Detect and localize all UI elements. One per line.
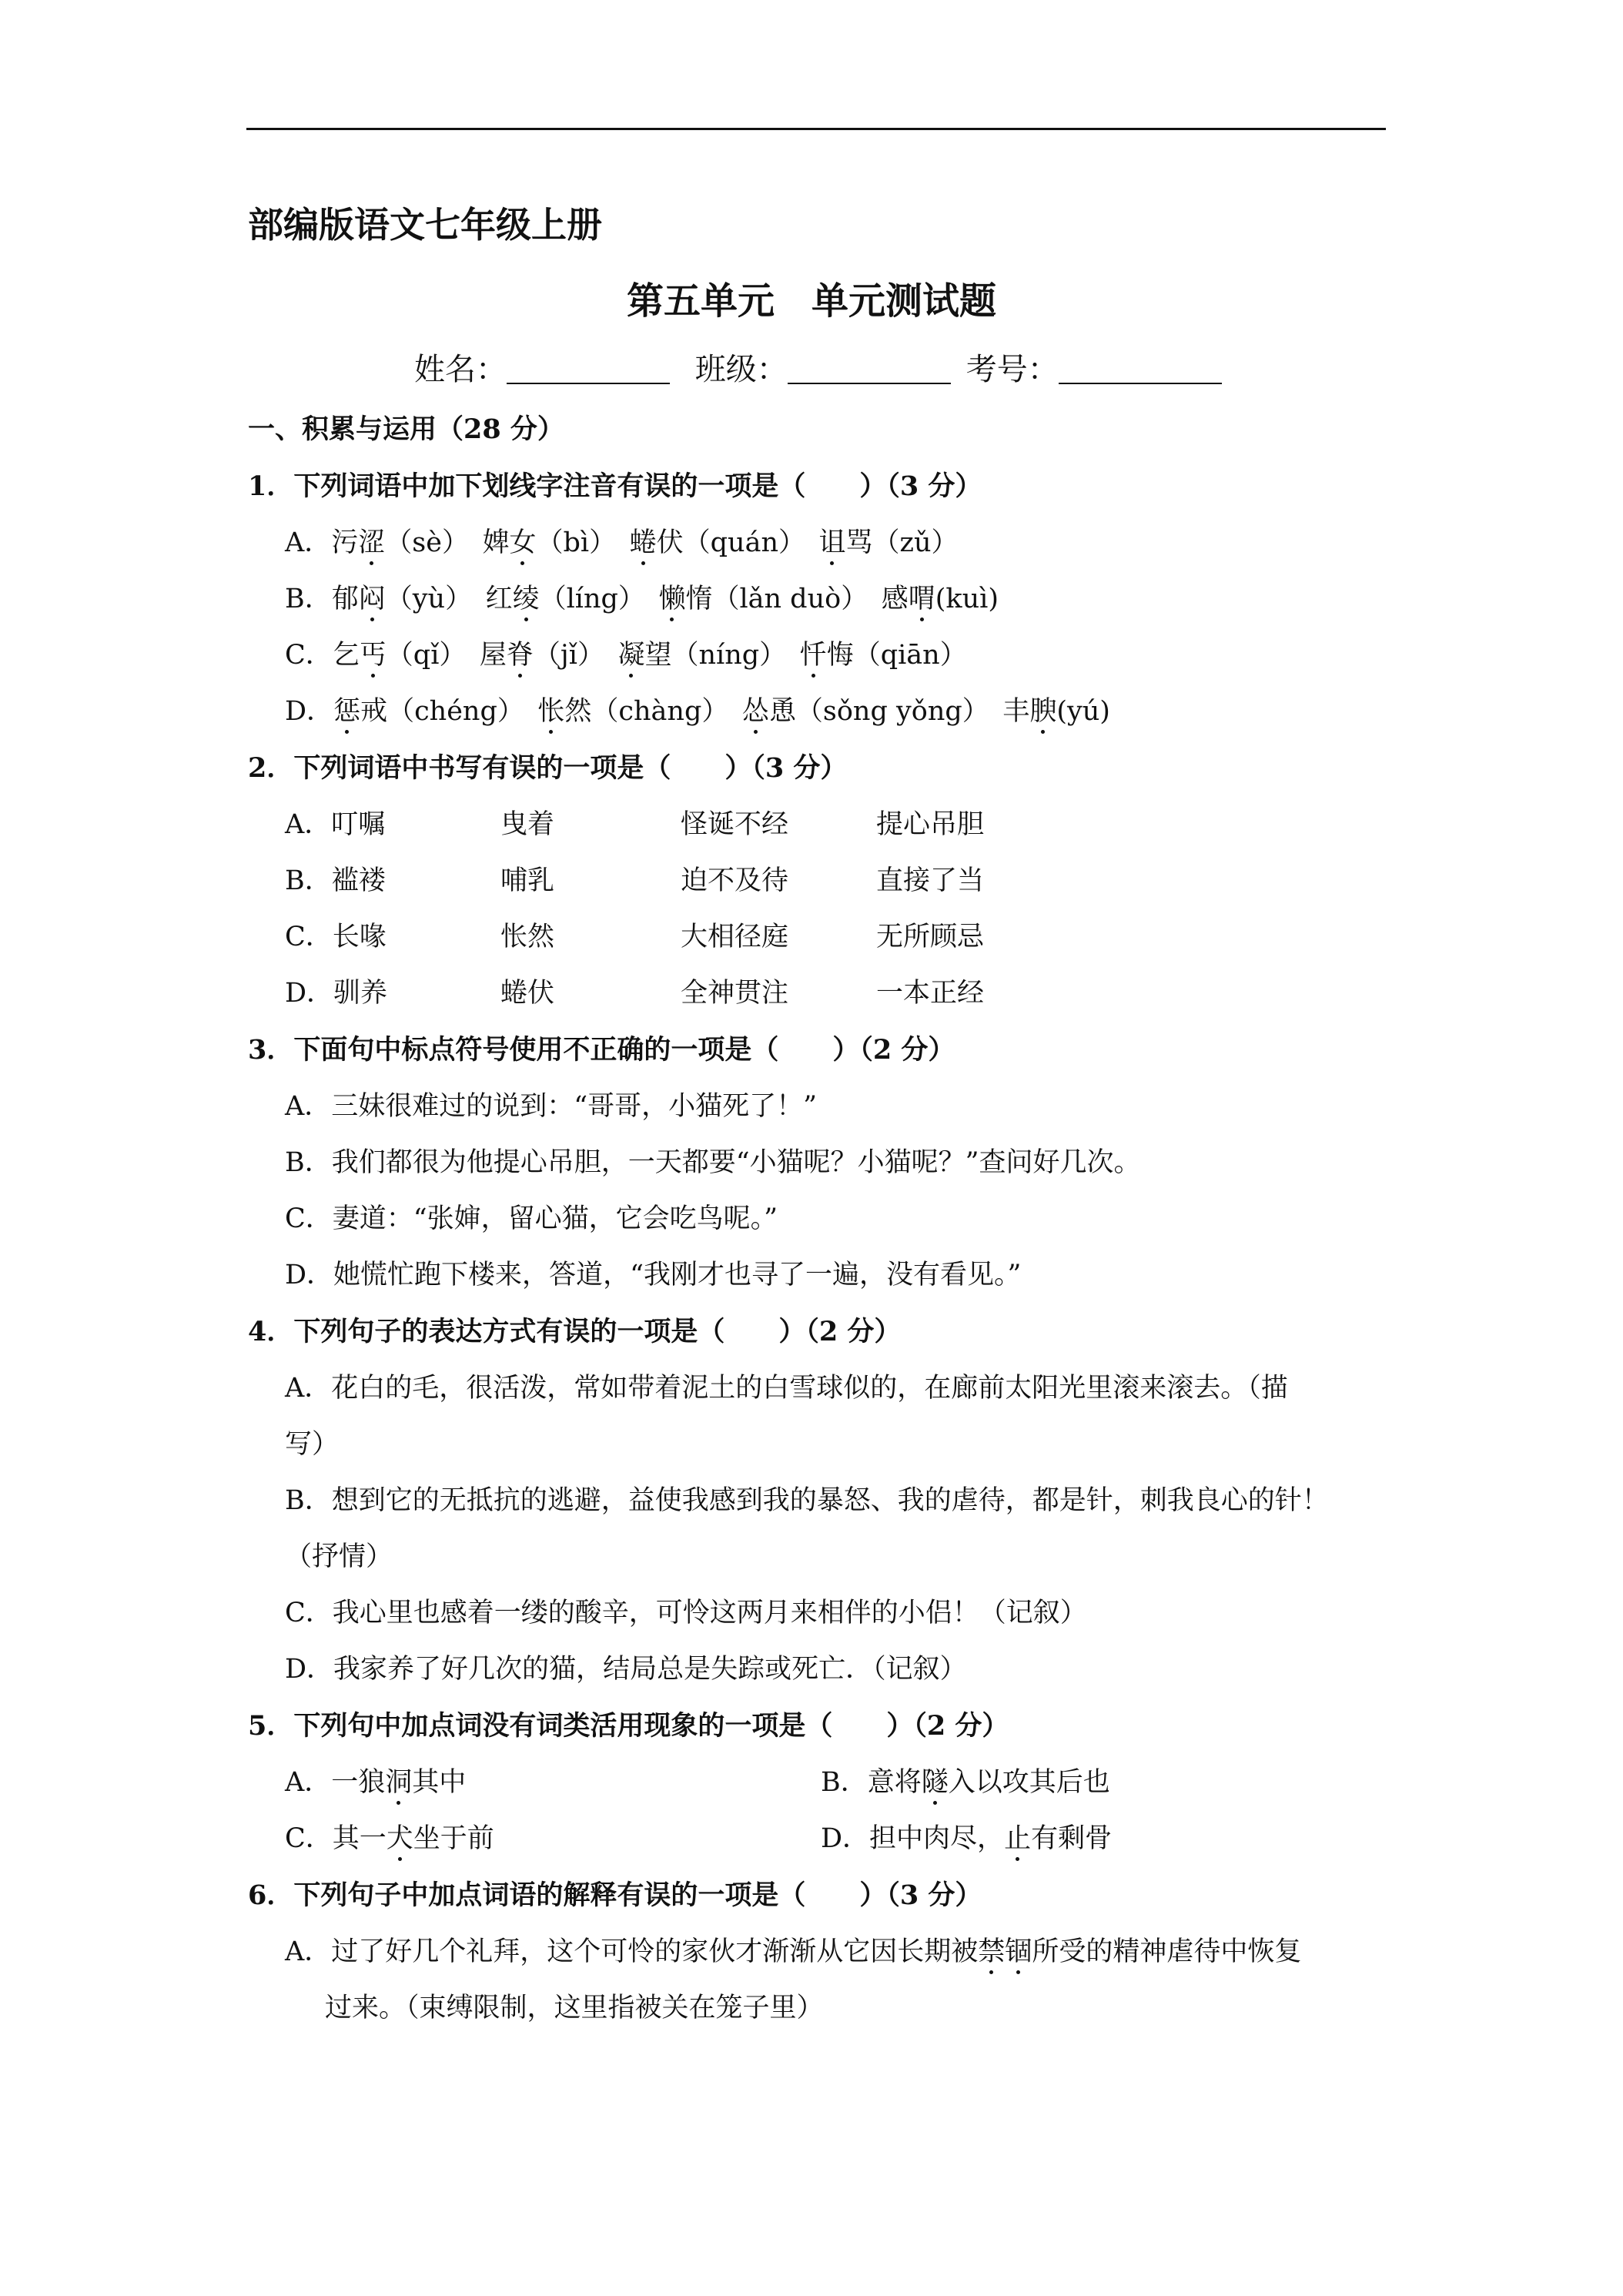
q6-option-a-cont: 过来。（束缚限制，这里指被关在笼子里）: [325, 1993, 824, 2023]
q1-option-a[interactable]: A．污涩（sè） 婢女（bì） 蜷伏（quán） 诅骂（zǔ）: [285, 527, 959, 558]
q4-option-a-cont: 写）: [285, 1429, 340, 1460]
unit-title: 第五单元 单元测试题: [626, 279, 996, 323]
q5-option-d[interactable]: D．担中肉尽，止有剩骨: [821, 1823, 1113, 1854]
q4-option-a[interactable]: A．花白的毛，很活泼，常如带着泥土的白雪球似的，在廊前太阳光里滚来滚去。（描: [285, 1373, 1288, 1404]
header-rule: [246, 128, 1386, 130]
name-label: 姓名：: [414, 352, 507, 387]
class-label: 班级：: [694, 352, 788, 387]
q3-option-d[interactable]: D．她慌忙跑下楼来，答道，“我刚才也寻了一遍，没有看见。”: [285, 1260, 1022, 1290]
exam-page: 部编版语文七年级上册 第五单元 单元测试题 姓名： 班级： 考号： 一、积累与运用（28 分） 1．下列词语中加下划线字注音有误的一项是（ ）（3 分） A．污涩（sè） 婢女（bì） 蜷伏（quán） 诅骂（zǔ） B．郁闷（yù） 红绫（líng） 懒惰（lǎn duò） 感喟(kuì) C．乞丐（qǐ） 屋脊（jǐ） 凝望（níng） 忏悔（qiān） D．惩戒（chéng） 怅然（chàng） 怂恿（sǒng yǒng） 丰腴(yú) 2．下列词语中书写有误的一项是（ ）（3 分） A．叮嘱 曳着 怪诞不经 提心吊胆 B．褴褛 哺乳 迫不及待 直接了当 C．长喙 怅然 大相径庭 无所顾忌 D．驯养 蜷伏 全神贯注 一本正经 3．下面句中标点符号使用不正确的一项是（ ）（2 分） A．三妹很难过的说到：“哥哥，小猫死了！” B．我们都很为他提心吊胆，一天都要“小猫呢？小猫呢？”查问好几次。 C．妻道：“张婶，留心猫，它会吃鸟呢。” D．她慌忙跑下楼来，答道，“我刚才也寻了一遍，没有看见。” 4．下列句子的表达方式有误的一项是（ ）（2 分） A．花白的毛，很活泼，常如带着泥土的白雪球似的，在廊前太阳光里滚来滚去。（描 写） B．想到它的无抵抗的逃避，益使我感到我的暴怒、我的虐待，都是针，刺我良心的针！ （抒情） C．我心里也感着一缕的酸辛，可怜这两月来相伴的小侣！（记叙） D．我家养了好几次的猫，结局总是失踪或死亡．（记叙） 5．下列句中加点词没有词类活用现象的一项是（ ）（2 分） A．一狼洞其中 B．意将隧入以攻其后也 C．其一犬坐于前 D．担中肉尽，止有剩骨 6．下列句子中加点词语的解释有误的一项是（ ）（3 分） A．过了好几个礼拜，这个可怜的家伙才渐渐从它因长期被禁锢所受的精神虐待中恢复 过来。（束缚限制，这里指被关在笼子里）: [0, 0, 1623, 2296]
q6-option-a[interactable]: A．过了好几个礼拜，这个可怜的家伙才渐渐从它因长期被禁锢所受的精神虐待中恢复: [285, 1936, 1302, 1967]
q5-option-b[interactable]: B．意将隧入以攻其后也: [821, 1767, 1110, 1798]
class-blank[interactable]: [788, 352, 951, 384]
q4-option-d[interactable]: D．我家养了好几次的猫，结局总是失踪或死亡．（记叙）: [285, 1654, 967, 1685]
q3-option-a[interactable]: A．三妹很难过的说到：“哥哥，小猫死了！”: [285, 1091, 818, 1122]
q3-option-b[interactable]: B．我们都很为他提心吊胆，一天都要“小猫呢？小猫呢？”查问好几次。: [285, 1147, 1141, 1178]
question-6-stem: 6．下列句子中加点词语的解释有误的一项是（ ）（3 分）: [248, 1879, 982, 1911]
section-heading: 一、积累与运用（28 分）: [248, 413, 564, 445]
q5-option-c[interactable]: C．其一犬坐于前: [285, 1823, 494, 1854]
q4-option-c[interactable]: C．我心里也感着一缕的酸辛，可怜这两月来相伴的小侣！（记叙）: [285, 1598, 1087, 1628]
q1-option-c[interactable]: C．乞丐（qǐ） 屋脊（jǐ） 凝望（níng） 忏悔（qiān）: [285, 640, 967, 671]
q4-option-b-cont: （抒情）: [285, 1541, 393, 1572]
student-info-line: [414, 345, 1237, 389]
q4-option-b[interactable]: B．想到它的无抵抗的逃避，益使我感到我的暴怒、我的虐待，都是针，刺我良心的针！: [285, 1485, 1329, 1516]
name-blank[interactable]: [507, 352, 670, 384]
question-3-stem: 3．下面句中标点符号使用不正确的一项是（ ）（2 分）: [248, 1034, 955, 1066]
q1-option-d[interactable]: D．惩戒（chéng） 怅然（chàng） 怂恿（sǒng yǒng） 丰腴(yú): [285, 696, 1110, 727]
q3-option-c[interactable]: C．妻道：“张婶，留心猫，它会吃鸟呢。”: [285, 1203, 778, 1234]
question-5-stem: 5．下列句中加点词没有词类活用现象的一项是（ ）（2 分）: [248, 1710, 1009, 1742]
question-2-stem: 2．下列词语中书写有误的一项是（ ）（3 分）: [248, 752, 848, 784]
question-4-stem: 4．下列句子的表达方式有误的一项是（ ）（2 分）: [248, 1316, 902, 1347]
question-1-stem: 1．下列词语中加下划线字注音有误的一项是（ ）（3 分）: [248, 470, 982, 502]
id-label: 考号：: [965, 352, 1059, 387]
q1-option-b[interactable]: B．郁闷（yù） 红绫（líng） 懒惰（lǎn duò） 感喟(kuì): [285, 584, 999, 614]
id-blank[interactable]: [1059, 352, 1222, 384]
q5-option-a[interactable]: A．一狼洞其中: [285, 1767, 467, 1798]
doc-title: 部编版语文七年级上册: [248, 204, 602, 246]
